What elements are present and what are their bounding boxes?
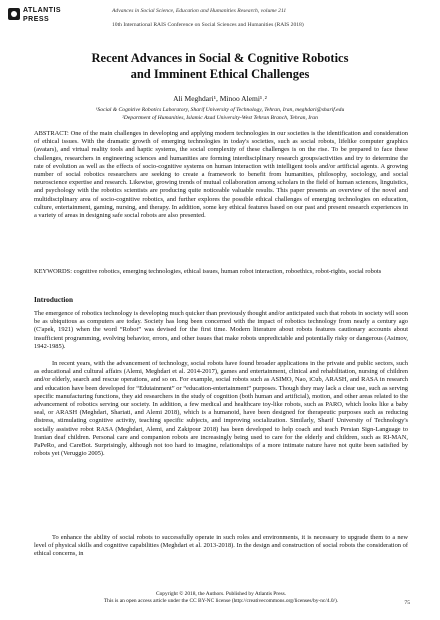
keywords-list: cognitive robotics, emerging technologies, ethical issues, human robot interaction, roboethics, robot-rights, social robots xyxy=(73,268,382,275)
affiliation-2: ²Department of Humanities, Islamic Azad University-West Tehran Branch, Tehran, Iran xyxy=(122,115,318,121)
keywords xyxy=(34,268,408,276)
page-header xyxy=(0,0,440,40)
logo-text-line2: PRESS xyxy=(23,16,50,23)
publisher-logo xyxy=(8,6,78,36)
abstract: ABSTRACT: One of the main challenges in developing and applying modern technologies in our societies is the identification and consideration of ethical issues. With the dramatic growth of emerging technologies in today's societies, such as social robots, lifelike computer graphics (avatars), and virtual reality tools and haptic systems, the social complexity of these challenges is on the rise. To be prepared to face these challenges, researchers in engineering sciences and humanities are forming interdisciplinary research groups/activities and try to determine the rate of evolution as well as the effects of socio-cognitive systems on human interaction with intelligent tools and/or artificial agents. A growing number of social robotics researchers are seeking to create a framework to benefit from humanities, philosophy, sociology, and social neuroscience expertise and research. Likewise, growing trends of mutual collaboration among scholars in the field of human sciences, linguistics, and psychology with the robotics scientists are producing quite noticeable valuable results. This paper presents an overview of the novel and multidisciplinary area of socio-cognitive robotics, and further explores the possible ethical challenges of emerging technologies on education, culture, entertainment, gaming, nursing, and therapy. In addition, some key ethical features based on our past and present research experiences in a variety of areas in designing safe social robots are also presented. xyxy=(34,130,408,220)
intro-paragraph-2: In recent years, with the advancement of technology, social robots have found broader applications in the private and public sectors, such as educational and cultural affairs (Alemi, Meghdari et al. 2014-2017), games and entertainment, clinical and rehabilitation, nursing of children and/or elderly, search and rescue operations, and so on. For example, social robots such as ASIMO, Nao, iCub, ARASH, and RASA in research and education have been developed for “Edutainment” or “education-entertainment” purposes. Though they may lack a clear use, such as serving specific manufacturing functions, they aid researchers in the study of cognition (both human and artificial), motion, and other areas related to the advancement of robotics serving our society. In addition, a few medical and healthcare toy-like robots, such as PARO, which looks like a baby seal, or ARASH (Meghdari, Shariati, and Alemi 2018), which is a humanoid, have been designed for therapeutic purposes such as reducing distress, stimulating cognitive activity, teaching specific subjects, and improving socialization. Similarly, Sharif University of Technology's socially assistive robot RASA (Meghdari, Alemi, and Zakipour 2018) has been developed to help coach and teach Persian Sign-Language to Iranian deaf children. Personal care and companion robots are increasingly being used to care for the elderly and children, such as RI-MAN, PaPeRo, and CareBot. Surprisingly, although not too hard to imagine, relationships of a more intimate nature have not quite been satisfied by robots yet (Veruggio 2005). xyxy=(34,360,408,458)
title-line-2: and Imminent Ethical Challenges xyxy=(130,67,310,81)
copyright-line-1: Copyright © 2018, the Authors. Published by Atlantis Press. xyxy=(155,591,287,597)
keywords-label: KEYWORDS: xyxy=(34,268,72,275)
authors: Ali Meghdari¹, Minoo Alemi¹˒² xyxy=(173,94,267,103)
page-number: 75 xyxy=(404,600,410,606)
title-line-1: Recent Advances in Social & Cognitive Robotics xyxy=(91,51,349,65)
journal-name: Advances in Social Science, Education and Humanities Research, volume 211 xyxy=(112,8,287,14)
conference-name: 10th International RAIS Conference on Social Sciences and Humanities (RAIS 2018) xyxy=(112,22,304,28)
intro-paragraph-1: The emergence of robotics technology is developing much quicker than previously thought and/or anticipated such that robots in society will soon be as ubiquitous as computers are today. Society has long been concerned with the impact of robotics technology from nearly a century ago (C'apek, 1921) when the word “Robot” was devised for the first time. Modern literature about robots features cautionary accounts about insufficient programming, evolving behavior, errors, and other issues that make robots unpredictable and potentially risky or dangerous (Asimov, 1942-1985). xyxy=(34,310,409,350)
logo-text-line1: ATLANTIS xyxy=(23,7,62,14)
intro-paragraph-3: To enhance the ability of social robots to successfully operate in such roles and environments, it is necessary to upgrade them to a new level of physical skills and cognitive capabilities (Meghdari et al. 2013-2018). In the design and construction of social robots the consideration of ethical concerns, in xyxy=(34,534,408,558)
paper-title xyxy=(40,50,400,82)
section-heading-introduction: Introduction xyxy=(34,296,74,304)
affiliation-1: ¹Social & Cognitive Robotics Laboratory, Sharif University of Technology, Tehran, Iran, meghdari@sharif.edu xyxy=(95,107,345,113)
copyright-line-2: This is an open access article under the CC BY-NC license (http://creativecommons.org/licenses/by-nc/4.0/). xyxy=(103,598,339,604)
atlantis-logo-icon xyxy=(8,8,20,20)
copyright-notice xyxy=(34,591,408,605)
